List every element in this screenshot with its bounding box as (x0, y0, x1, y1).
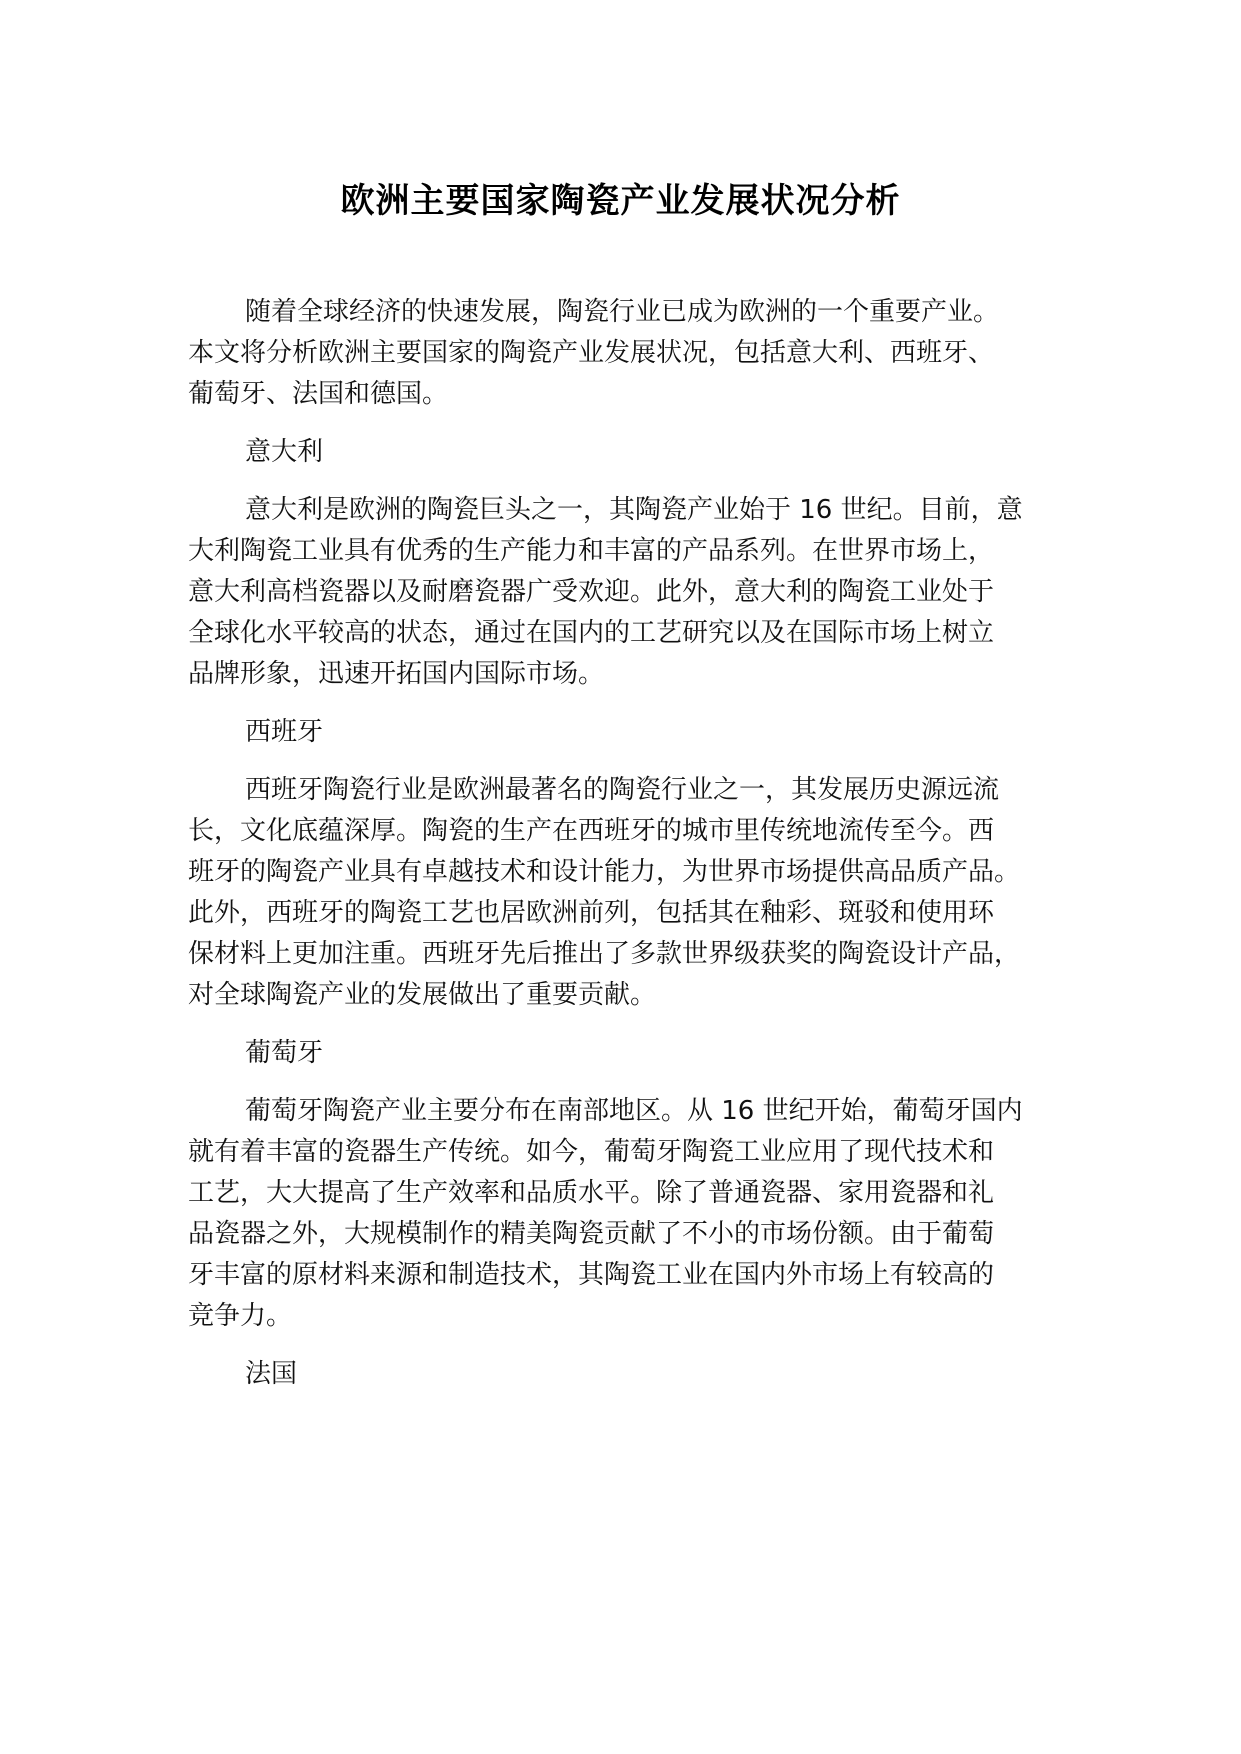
section-heading-france (188, 1354, 1088, 1395)
paragraph-line: 此外，西班牙的陶瓷工艺也居欧洲前列，包括其在釉彩、斑驳和使用环 (188, 898, 995, 928)
section-heading: 西班牙 (245, 717, 324, 747)
section-paragraph-spain (188, 770, 1088, 1016)
paragraph-line: 意大利高档瓷器以及耐磨瓷器广受欢迎。此外，意大利的陶瓷工业处于 (188, 577, 995, 607)
paragraph-line: 全球化水平较高的状态，通过在国内的工艺研究以及在国际市场上树立 (188, 618, 995, 648)
section-paragraph-portugal (188, 1091, 1088, 1337)
paragraph-line: 品瓷器之外，大规模制作的精美陶瓷贡献了不小的市场份额。由于葡萄 (188, 1219, 995, 1249)
section-heading: 意大利 (245, 437, 324, 467)
paragraph-line: 葡萄牙、法国和德国。 (188, 379, 449, 409)
paragraph-line: 西班牙陶瓷行业是欧洲最著名的陶瓷行业之一，其发展历史源远流 (245, 775, 1000, 805)
document-body (188, 292, 1088, 1412)
document-title: 欧洲主要国家陶瓷产业发展状况分析 (340, 181, 901, 221)
paragraph-line: 对全球陶瓷产业的发展做出了重要贡献。 (188, 980, 657, 1010)
section-heading-italy (188, 432, 1088, 473)
paragraph-line: 竞争力。 (188, 1301, 293, 1331)
section-heading: 法国 (245, 1359, 298, 1389)
paragraph-line: 随着全球经济的快速发展，陶瓷行业已成为欧洲的一个重要产业。 (245, 297, 1000, 327)
intro-paragraph (188, 292, 1088, 415)
paragraph-line: 牙丰富的原材料来源和制造技术，其陶瓷工业在国内外市场上有较高的 (188, 1260, 995, 1290)
paragraph-line: 葡萄牙陶瓷产业主要分布在南部地区。从 16 世纪开始，葡萄牙国内 (245, 1096, 1023, 1126)
paragraph-line: 就有着丰富的瓷器生产传统。如今，葡萄牙陶瓷工业应用了现代技术和 (188, 1137, 995, 1167)
paragraph-line: 意大利是欧洲的陶瓷巨头之一，其陶瓷产业始于 16 世纪。目前，意 (245, 495, 1023, 525)
section-heading-portugal (188, 1033, 1088, 1074)
paragraph-line: 保材料上更加注重。西班牙先后推出了多款世界级获奖的陶瓷设计产品， (188, 939, 1021, 969)
section-heading-spain (188, 712, 1088, 753)
section-paragraph-italy (188, 490, 1088, 695)
paragraph-line: 长，文化底蕴深厚。陶瓷的生产在西班牙的城市里传统地流传至今。西 (188, 816, 995, 846)
paragraph-line: 品牌形象，迅速开拓国内国际市场。 (188, 659, 605, 689)
paragraph-line: 班牙的陶瓷产业具有卓越技术和设计能力，为世界市场提供高品质产品。 (188, 857, 1021, 887)
paragraph-line: 工艺，大大提高了生产效率和品质水平。除了普通瓷器、家用瓷器和礼 (188, 1178, 995, 1208)
paragraph-line: 大利陶瓷工业具有优秀的生产能力和丰富的产品系列。在世界市场上， (188, 536, 995, 566)
paragraph-line: 本文将分析欧洲主要国家的陶瓷产业发展状况，包括意大利、西班牙、 (188, 338, 995, 368)
section-heading: 葡萄牙 (245, 1038, 324, 1068)
